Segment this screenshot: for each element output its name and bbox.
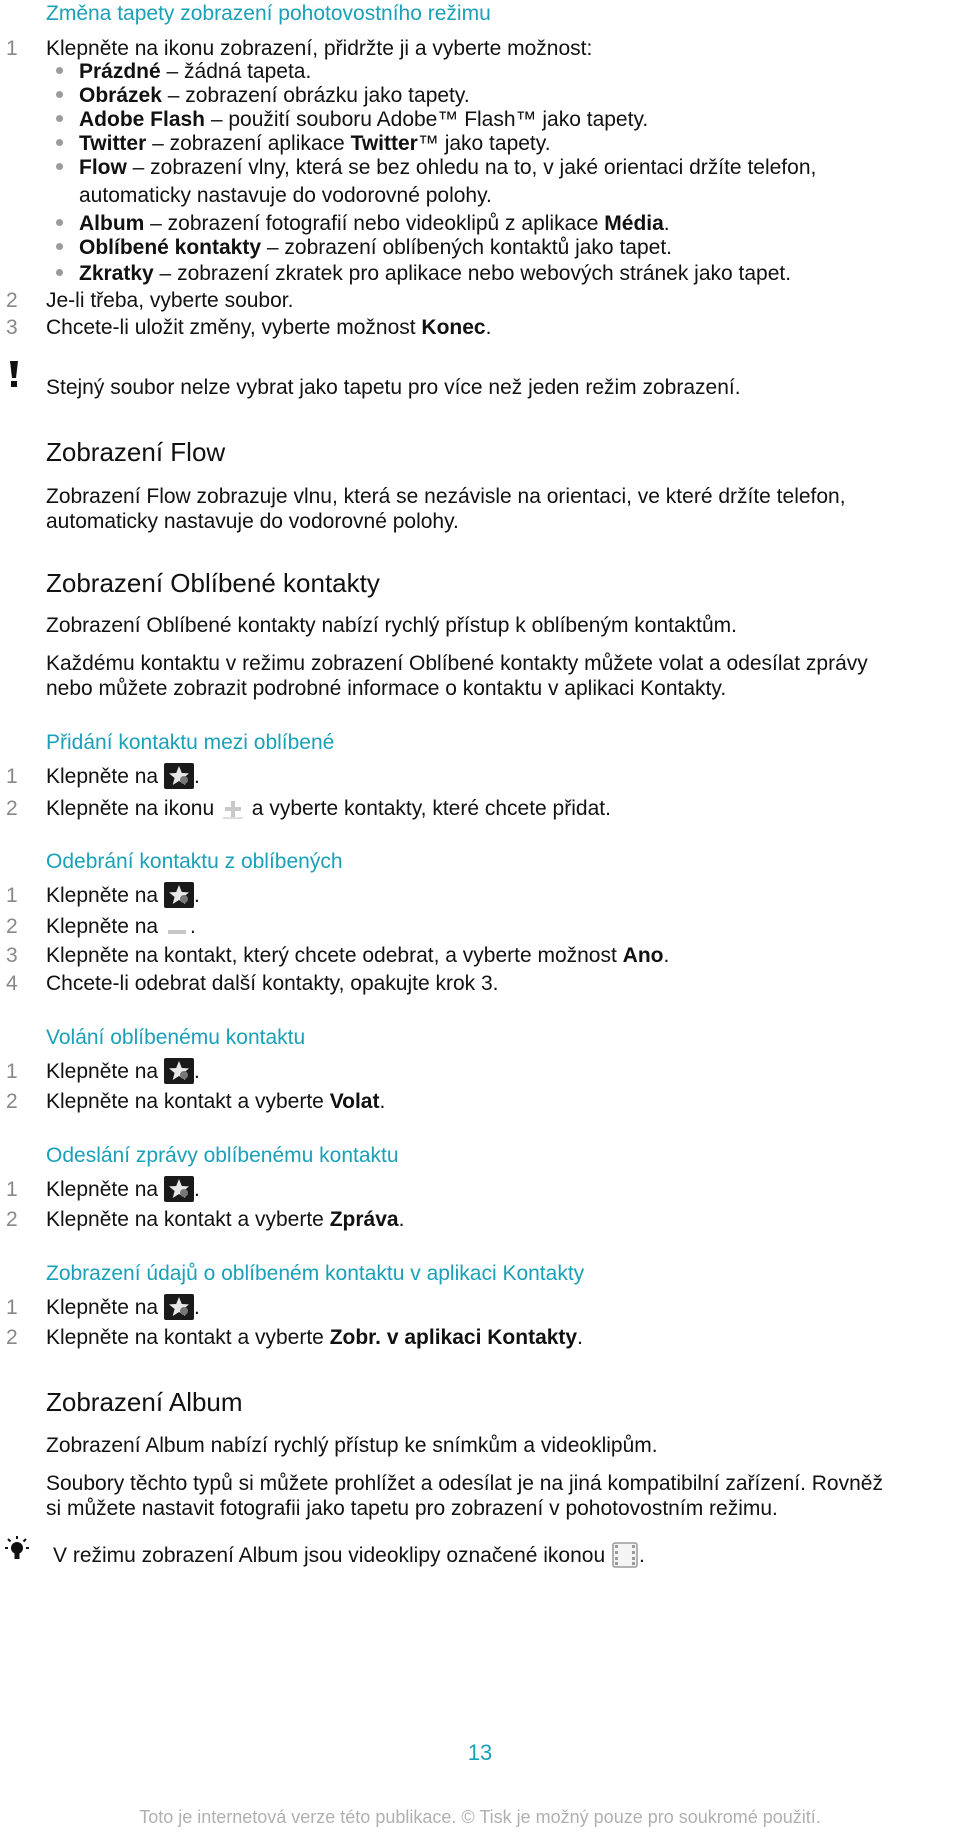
step-number: 2	[6, 289, 18, 312]
list-item: Obrázek – zobrazení obrázku jako tapety.	[79, 84, 470, 107]
step-text: Klepněte na ikonu zobrazení, přidržte ji a vyberte možnost:	[46, 37, 593, 60]
bullet-dot	[56, 115, 63, 122]
tip-note: V režimu zobrazení Album jsou videoklipy označené ikonou .	[53, 1544, 645, 1567]
remove-minus-icon	[164, 916, 190, 938]
step-number: 1	[6, 1060, 18, 1083]
list-item: Adobe Flash – použití souboru Adobe™ Flash™ jako tapety.	[79, 108, 649, 131]
section-heading-favourites: Zobrazení Oblíbené kontakty	[46, 568, 380, 598]
step-text: Klepněte na .	[46, 1178, 200, 1201]
bullet-dot	[56, 91, 63, 98]
list-item: Flow – zobrazení vlny, která se bez ohledu na to, v jaké orientaci držíte telefon,	[79, 156, 817, 179]
step-number: 1	[6, 884, 18, 907]
list-item: Prázdné – žádná tapeta.	[79, 60, 312, 83]
step-text: Klepněte na .	[46, 1296, 200, 1319]
favourites-star-icon	[164, 1176, 194, 1202]
warning-note: Stejný soubor nelze vybrat jako tapetu pro více než jeden režim zobrazení.	[46, 376, 741, 399]
video-clip-icon	[611, 1542, 639, 1568]
step-text: Klepněte na .	[46, 884, 200, 907]
bullet-dot	[56, 243, 63, 250]
subsection-heading-add: Přidání kontaktu mezi oblíbené	[46, 731, 335, 754]
list-item-continuation: automaticky nastavuje do vodorovné polohy.	[79, 184, 492, 207]
step-text: Je-li třeba, vyberte soubor.	[46, 289, 294, 312]
bullet-dot	[56, 67, 63, 74]
step-text: Klepněte na .	[46, 1060, 200, 1083]
add-plus-icon	[220, 798, 246, 820]
bullet-dot	[56, 269, 63, 276]
step-number: 4	[6, 972, 18, 995]
lightbulb-tip-icon	[2, 1535, 32, 1565]
favourites-star-icon	[164, 763, 194, 789]
step-text: Klepněte na kontakt a vyberte Volat.	[46, 1090, 386, 1113]
section-heading-flow: Zobrazení Flow	[46, 437, 226, 467]
section-heading-album: Zobrazení Album	[46, 1387, 243, 1417]
list-item: Album – zobrazení fotografií nebo videoklipů z aplikace Média.	[79, 212, 670, 235]
step-number: 1	[6, 1178, 18, 1201]
step-number: 3	[6, 316, 18, 339]
favourites-star-icon	[164, 1058, 194, 1084]
step-text: Klepněte na .	[46, 915, 196, 938]
favourites-star-icon	[164, 882, 194, 908]
step-number: 2	[6, 797, 18, 820]
subsection-heading-message: Odeslání zprávy oblíbenému kontaktu	[46, 1144, 399, 1167]
paragraph: si můžete nastavit fotografii jako tapetu pro zobrazení v pohotovostním režimu.	[46, 1497, 778, 1520]
step-text: Klepněte na kontakt a vyberte Zobr. v aplikaci Kontakty.	[46, 1326, 583, 1349]
step-number: 1	[6, 37, 18, 60]
step-number: 3	[6, 944, 18, 967]
step-number: 1	[6, 765, 18, 788]
warning-icon	[8, 360, 20, 388]
step-number: 2	[6, 915, 18, 938]
bullet-dot	[56, 219, 63, 226]
step-text: Chcete-li odebrat další kontakty, opakujte krok 3.	[46, 972, 499, 995]
footer-note: Toto je internetová verze této publikace. © Tisk je možný pouze pro soukromé použití.	[139, 1807, 821, 1827]
page-number: 13	[467, 1740, 493, 1765]
step-number: 1	[6, 1296, 18, 1319]
step-text: Klepněte na ikonu a vyberte kontakty, které chcete přidat.	[46, 797, 611, 820]
paragraph: automaticky nastavuje do vodorovné polohy.	[46, 510, 459, 533]
step-text: Klepněte na kontakt, který chcete odebrat, a vyberte možnost Ano.	[46, 944, 670, 967]
paragraph: Každému kontaktu v režimu zobrazení Oblíbené kontakty můžete volat a odesílat zprávy	[46, 652, 868, 675]
paragraph: Zobrazení Album nabízí rychlý přístup ke snímkům a videoklipům.	[46, 1434, 658, 1457]
bullet-dot	[56, 163, 63, 170]
list-item: Zkratky – zobrazení zkratek pro aplikace nebo webových stránek jako tapet.	[79, 262, 792, 285]
step-number: 2	[6, 1326, 18, 1349]
paragraph: nebo můžete zobrazit podrobné informace o kontaktu v aplikaci Kontakty.	[46, 677, 727, 700]
list-item: Oblíbené kontakty – zobrazení oblíbených kontaktů jako tapet.	[79, 236, 672, 259]
list-item: Twitter – zobrazení aplikace Twitter™ jako tapety.	[79, 132, 551, 155]
step-number: 2	[6, 1208, 18, 1231]
subsection-heading-call: Volání oblíbenému kontaktu	[46, 1026, 306, 1049]
step-text: Klepněte na .	[46, 765, 200, 788]
subsection-heading-remove: Odebrání kontaktu z oblíbených	[46, 850, 343, 873]
paragraph: Zobrazení Flow zobrazuje vlnu, která se nezávisle na orientaci, ve které držíte telefon,	[46, 485, 846, 508]
step-text: Chcete-li uložit změny, vyberte možnost Konec.	[46, 316, 492, 339]
subsection-heading-details: Zobrazení údajů o oblíbeném kontaktu v aplikaci Kontakty	[46, 1262, 585, 1285]
paragraph: Zobrazení Oblíbené kontakty nabízí rychlý přístup k oblíbeným kontaktům.	[46, 614, 738, 637]
bullet-dot	[56, 139, 63, 146]
paragraph: Soubory těchto typů si můžete prohlížet a odesílat je na jiná kompatibilní zařízení. Rovněž	[46, 1472, 883, 1495]
step-number: 2	[6, 1090, 18, 1113]
section-heading-wallpaper: Změna tapety zobrazení pohotovostního režimu	[46, 2, 491, 25]
favourites-star-icon	[164, 1294, 194, 1320]
step-text: Klepněte na kontakt a vyberte Zpráva.	[46, 1208, 405, 1231]
